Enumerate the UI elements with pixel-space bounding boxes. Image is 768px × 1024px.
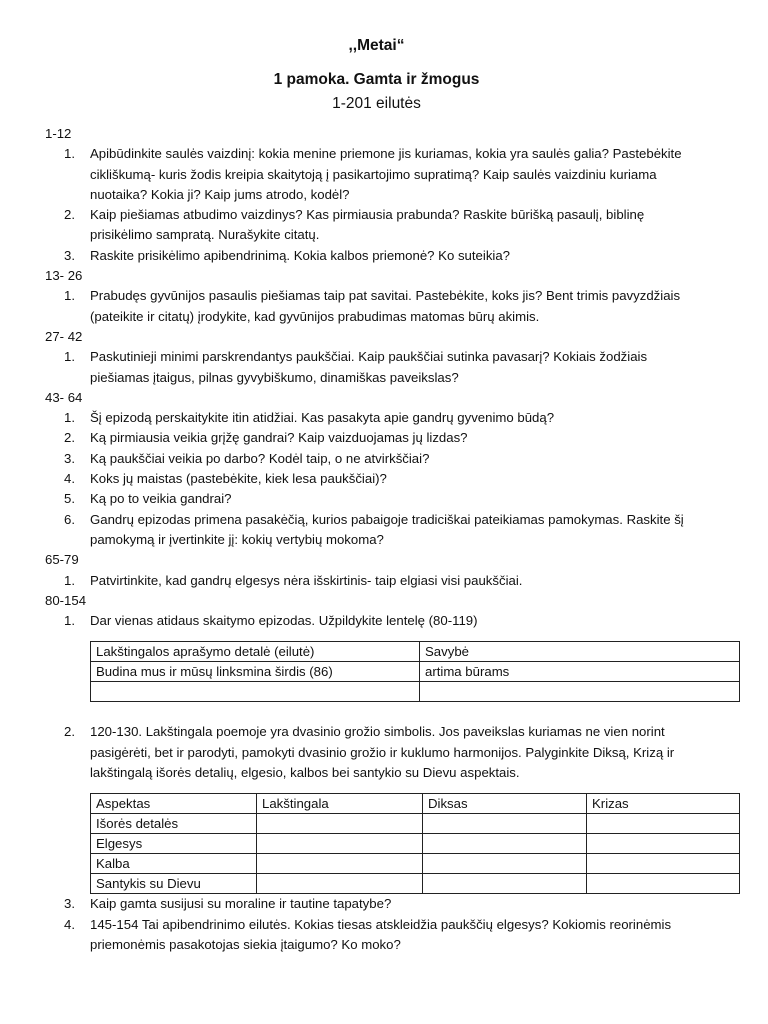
table-cell [587, 834, 740, 854]
table-cell [257, 874, 423, 894]
lines-subtitle: 1-201 eilutės [332, 95, 421, 112]
list-item [45, 915, 708, 956]
list-item [45, 205, 708, 246]
table-cell [423, 834, 587, 854]
table-row [91, 874, 740, 894]
question-text: Kaip piešiamas atbudimo vaizdinys? Kas pirmiausia prabunda? Raskite būrišką pasaulį, biblinę prisikėlimo sampratą. Nurašykite citatų. [90, 207, 645, 243]
question-number: 1. [64, 572, 75, 588]
table-header-cell: Lakštingalos aprašymo detalė (eilutė) [91, 642, 420, 662]
table-header-row [91, 794, 740, 814]
question-text: Gandrų epizodas primena pasakėčią, kurios pabaigoje tradiciškai pateikiamas pamokymas. Raskite šį pamokymą ir įvertinkite jį: kokių vertybių mokoma? [90, 511, 684, 547]
question-list [45, 722, 708, 783]
table-row [91, 854, 740, 874]
list-item [45, 489, 708, 509]
question-number: 3. [64, 450, 75, 466]
list-item [45, 894, 708, 914]
table-cell [257, 834, 423, 854]
table-cell [257, 814, 423, 834]
list-item [45, 144, 708, 205]
table-lakstingala-wrap [90, 641, 708, 702]
list-item [45, 611, 708, 631]
question-text: Koks jų maistas (pastebėkite, kiek lesa paukščiai)? [90, 471, 387, 487]
table-cell [257, 854, 423, 874]
question-number: 4. [64, 471, 75, 487]
table-cell: Kalba [91, 854, 257, 874]
question-number: 1. [64, 410, 75, 426]
line-range-label: 13- 26 [45, 268, 83, 284]
table-cell [420, 682, 740, 702]
question-text: Prabudęs gyvūnijos pasaulis piešiamas taip pat savitai. Pastebėkite, koks jis? Bent trimis pavyzdžiais (pateikite ir citatų) įrodykite, kad gyvūnijos prabudimas matomas būrų akimis. [90, 288, 681, 324]
table-cell: Santykis su Dievu [91, 874, 257, 894]
question-list [45, 286, 708, 327]
table-header-cell: Lakštingala [257, 794, 423, 814]
content [45, 124, 708, 955]
question-number: 5. [64, 491, 75, 507]
question-list [45, 408, 708, 550]
table-header-cell: Diksas [423, 794, 587, 814]
question-number: 2. [64, 724, 75, 740]
table-cell: Budina mus ir mūsų linksmina širdis (86) [91, 662, 420, 682]
list-item [45, 246, 708, 266]
question-text: Patvirtinkite, kad gandrų elgesys nėra išskirtinis- taip elgiasi visi paukščiai. [90, 572, 523, 588]
list-item [45, 469, 708, 489]
list-item [45, 347, 708, 388]
question-text: Apibūdinkite saulės vaizdinį: kokia menine priemone jis kuriamas, kokia yra saulės galia? Pastebėkite cikliškumą- kuris žodis kreipia skaitytoją į pasikartojimo supratimą? Kaip saulės vaizdiniu kuriama nuotaika? Kokia ji? Kaip jums atrodo, kodėl? [90, 146, 682, 202]
table-row [91, 662, 740, 682]
question-number: 1. [64, 349, 75, 365]
table-header-cell: Aspektas [91, 794, 257, 814]
table-cell [423, 854, 587, 874]
table-cell: artima būrams [420, 662, 740, 682]
table-cell: Elgesys [91, 834, 257, 854]
list-item [45, 449, 708, 469]
question-text: Ką pirmiausia veikia grįžę gandrai? Kaip vaizduojamas jų lizdas? [90, 430, 468, 446]
list-item [45, 510, 708, 551]
table-cell [587, 814, 740, 834]
question-text: Dar vienas atidaus skaitymo epizodas. Užpildykite lentelę (80-119) [90, 613, 478, 629]
table-cell [423, 874, 587, 894]
list-item [45, 286, 708, 327]
question-text: Kaip gamta susijusi su moraline ir tautine tapatybe? [90, 896, 392, 912]
question-text: Raskite prisikėlimo apibendrinimą. Kokia kalbos priemonė? Ko suteikia? [90, 247, 511, 263]
table-aspects [90, 793, 740, 894]
question-text: Ką po to veikia gandrai? [90, 491, 232, 507]
line-range-label: 65-79 [45, 552, 79, 568]
table-header-cell: Savybė [420, 642, 740, 662]
question-number: 3. [64, 896, 75, 912]
list-item [45, 722, 708, 783]
question-number: 2. [64, 207, 75, 223]
question-text: Ką paukščiai veikia po darbo? Kodėl taip, o ne atvirkščiai? [90, 450, 430, 466]
line-range-label: 27- 42 [45, 328, 83, 344]
table-aspects-wrap [90, 793, 708, 894]
line-range-label: 80-154 [45, 592, 87, 608]
question-list [45, 571, 708, 591]
question-list [45, 611, 708, 631]
question-list [45, 144, 708, 266]
question-text: 120-130. Lakštingala poemoje yra dvasinio grožio simbolis. Jos paveikslas kuriamas ne vien norint pasigėrėti, bet ir parodyti, pamokyti dvasinio grožio ir kuklumo harmonijos. Palyginkite Diksą, Krizą ir lakštingalą išorės detalių, elgesio, kalbos bei santykio su Dievu aspektais. [90, 724, 675, 781]
table-cell [91, 682, 420, 702]
list-item [45, 428, 708, 448]
table-header-row [91, 642, 740, 662]
question-number: 1. [64, 613, 75, 629]
table-row [91, 814, 740, 834]
question-number: 1. [64, 146, 75, 162]
question-number: 3. [64, 247, 75, 263]
question-number: 2. [64, 430, 75, 446]
table-lakstingala [90, 641, 740, 702]
question-text: Paskutinieji minimi parskrendantys paukščiai. Kaip paukščiai sutinka pavasarį? Kokiais žodžiais piešiamas įtaigus, pilnas gyvybiškumo, dinamiškas paveikslas? [90, 349, 648, 385]
list-item [45, 408, 708, 428]
question-list [45, 894, 708, 955]
question-number: 6. [64, 511, 75, 527]
table-row [91, 834, 740, 854]
table-cell: Išorės detalės [91, 814, 257, 834]
table-cell [587, 854, 740, 874]
table-cell [423, 814, 587, 834]
line-range-label: 1-12 [45, 126, 72, 141]
lesson-title: 1 pamoka. Gamta ir žmogus [273, 71, 480, 88]
question-number: 1. [64, 288, 75, 304]
question-text: 145-154 Tai apibendrinimo eilutės. Kokias tiesas atskleidžia paukščių elgesys? Kokiomis reorinėmis priemonėmis pasakotojas siekia įtaigumo? Ko moko? [90, 916, 672, 952]
question-list [45, 347, 708, 388]
line-range-label: 43- 64 [45, 389, 83, 405]
question-text: Šį epizodą perskaitykite itin atidžiai. Kas pasakyta apie gandrų gyvenimo būdą? [90, 410, 555, 426]
table-row [91, 682, 740, 702]
document-title: ,,Metai“ [348, 37, 405, 54]
sections [45, 124, 708, 631]
table-header-cell: Krizas [587, 794, 740, 814]
list-item [45, 571, 708, 591]
table-cell [587, 874, 740, 894]
question-number: 4. [64, 916, 75, 932]
